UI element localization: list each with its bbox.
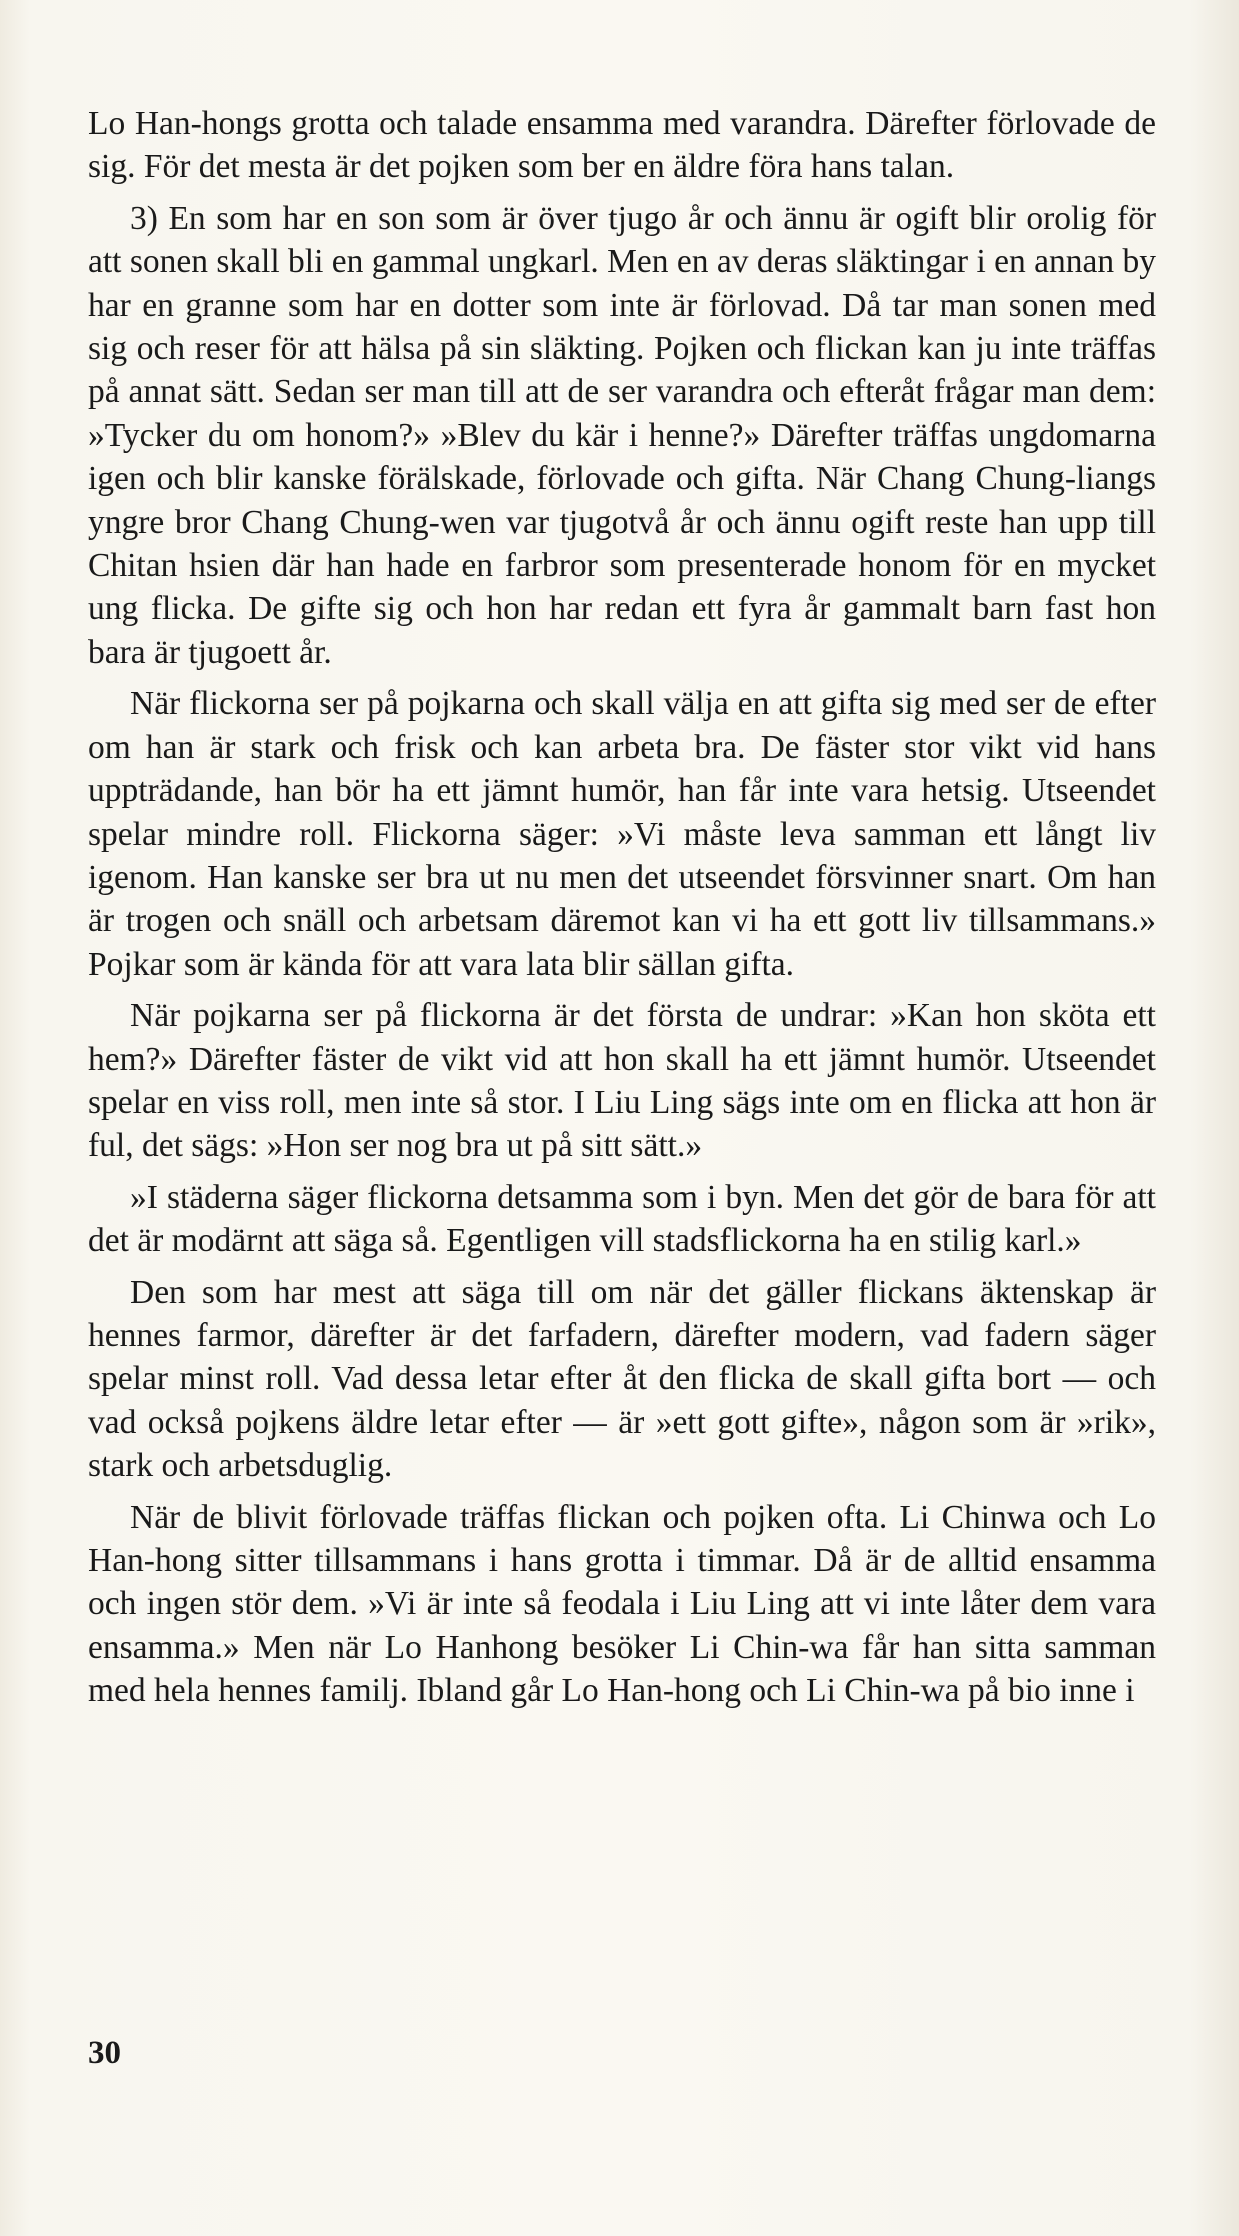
paragraph-1: Lo Han-hongs grotta och talade ensamma med varandra. Därefter förlovade de sig. För det mesta är det pojken som ber en äldre föra hans talan. (88, 105, 1156, 186)
paragraph-7: När de blivit förlovade träffas flickan och pojken ofta. Li Chinwa och Lo Han-hong sitter tillsammans i hans grotta i timmar. Då är de alltid ensamma och ingen stör dem. »Vi är inte så feodala i Liu Ling att vi inte låter dem vara ensamma.» Men när Lo Hanhong besöker Li Chin-wa får han sitta samman med hela hennes familj. Ibland går Lo Han-hong och Li Chin-wa på bio inne i (88, 1498, 1156, 1710)
paragraph-2: 3) En som har en son som är över tjugo år och ännu är ogift blir orolig för att sonen skall bli en gammal ungkarl. Men en av deras släktingar i en annan by har en granne som har en dotter som inte är förlovad. Då tar man sonen med sig och reser för att hälsa på sin släkting. Pojken och flickan kan ju inte träffas på annat sätt. Sedan ser man till att de ser varandra och efteråt frågar man dem: »Tycker du om honom?» »Blev du kär i henne?» Därefter träffas ungdomarna igen och blir kanske förälskade, förlovade och gifta. När Chang Chung-liangs yngre bror Chang Chung-wen var tjugotvå år och ännu ogift reste han upp till Chitan hsien där han hade en farbror som presenterade honom för en mycket ung flicka. De gifte sig och hon har redan ett fyra år gammalt barn fast hon bara är tjugoett år. (88, 199, 1156, 671)
paragraph-3: När flickorna ser på pojkarna och skall välja en att gifta sig med ser de efter om han är stark och frisk och kan arbeta bra. De fäster stor vikt vid hans uppträdande, han bör ha ett jämnt humör, han får inte vara hetsig. Utseendet spelar mindre roll. Flickorna säger: »Vi måste leva samman ett långt liv igenom. Han kanske ser bra ut nu men det utseendet försvinner snart. Om han är trogen och snäll och arbetsam däremot kan vi ha ett gott liv tillsammans.» Pojkar som är kända för att vara lata blir sällan gifta. (88, 685, 1156, 983)
paragraph-5: »I städerna säger flickorna detsamma som i byn. Men det gör de bara för att det är modärnt att säga så. Egentligen vill stadsflickorna ha en stilig karl.» (88, 1178, 1156, 1260)
body-text (88, 102, 1156, 1721)
page-number: 30 (88, 2035, 121, 2071)
paragraph-4: När pojkarna ser på flickorna är det första de undrar: »Kan hon sköta ett hem?» Därefter fäster de vikt vid att hon skall ha ett jämnt humör. Utseendet spelar en viss roll, men inte så stor. I Liu Ling sägs inte om en flicka att hon är ful, det sägs: »Hon ser nog bra ut på sitt sätt.» (88, 997, 1156, 1165)
paragraph-6: Den som har mest att säga till om när det gäller flickans äktenskap är hennes farmor, därefter är det farfadern, därefter modern, vad fadern säger spelar minst roll. Vad dessa letar efter åt den flicka de skall gifta bort — och vad också pojkens äldre letar efter — är »ett gott gifte», någon som är »rik», stark och arbetsduglig. (88, 1273, 1156, 1485)
